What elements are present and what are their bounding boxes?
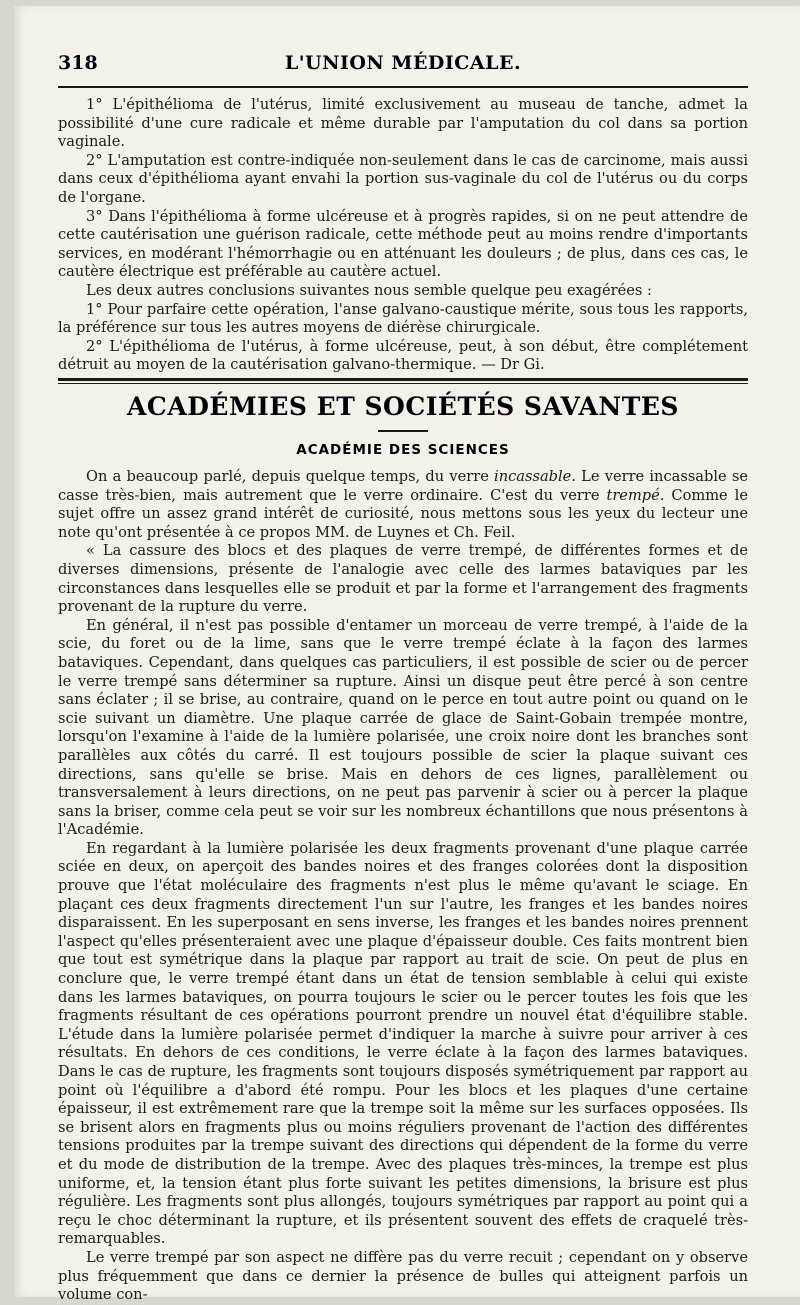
section-subtitle: ACADÉMIE DES SCIENCES (296, 442, 510, 458)
section-rule-top (58, 378, 748, 381)
header-rule (58, 86, 748, 88)
conclusion-paragraph: 1° L'épithélioma de l'utérus, limité exclusivement au museau de tanche, admet la possibilité d'une cure radicale et même durable par l'amputation du col dans sa portion vaginale. (58, 96, 748, 151)
article-paragraph (58, 468, 748, 542)
section-title: ACADÉMIES ET SOCIÉTÉS SAVANTES (127, 392, 679, 421)
review-conclusions (58, 96, 748, 375)
conclusion-paragraph: 3° Dans l'épithélioma à forme ulcéreuse et à progrès rapides, si on ne peut attendre de cette cautérisation une guérison radicale, cette méthode peut au moins rendre d'importants services, en modérant l'hémorrhagie ou en atténuant les douleurs ; de plus, dans ces cas, le cautère électrique est préférable au cautère actuel. (58, 207, 748, 281)
title-underline (378, 430, 428, 432)
article-paragraph: « La cassure des blocs et des plaques de verre trempé, de différentes formes et de diverses dimensions, présente de l'analogie avec celle des larmes bataviques par les circonstances dans lesquelles elle se produit et par la forme et l'arrangement des fragments provenant de la rupture du verre. (58, 542, 748, 616)
intro-other-conclusions: Les deux autres conclusions suivantes nous semble quelque peu exagérées : (86, 281, 652, 299)
running-head (58, 52, 748, 78)
article-paragraph: En regardant à la lumière polarisée les deux fragments provenant d'une plaque carrée sciée en deux, on aperçoit des bandes noires et des franges colorées dont la disposition prouve que l'état moléculaire des fragments n'est plus le même qu'avant le sciage. En plaçant ces deux fragments directement l'un sur l'autre, les franges et les bandes noires disparaissent. En les superposant en sens inverse, les franges et les bandes noires prennent l'aspect qu'elles présenteraient avec une plaque d'épaisseur double. Ces faits montrent bien que tout est symétrique dans la plaque par rapport au trait de scie. On peut de plus en conclure que, le verre trempé étant dans un état de tension semblable à celui qui existe dans les larmes bataviques, on pourra toujours le scier ou le percer toutes les fois que les fragments résultant de ces opérations pourront prendre un nouvel état d'équilibre stable. L'étude dans la lumière polarisée permet d'indiquer la marche à suivre pour arriver à ces résultats. En dehors de ces conditions, le verre éclate à la façon des larmes bataviques. Dans le cas de rupture, les fragments sont toujours disposés symétriquement par rapport au point où l'équilibre a d'abord été rompu. Pour les blocs et les plaques d'une certaine épaisseur, il est extrêmement rare que la trempe soit la même sur les surfaces opposées. Ils se brisent alors en fragments plus ou moins réguliers provenant de l'action des différentes tensions produites par la trempe suivant des directions qui dépendent de la forme du verre et du mode de distribution de la trempe. Avec des plaques très-minces, la trempe est plus uniforme, et, la tension étant plus forte suivant les petites dimensions, la brisure est plus régulière. Les fragments sont plus allongés, toujours symétriques par rapport au point qui a reçu le choc déterminant la rupture, et ils présentent souvent des effets de craquelé très-remarquables. (58, 839, 748, 1248)
journal-title: L'UNION MÉDICALE. (284, 52, 522, 74)
emphasis-incassable: incassable. (494, 468, 576, 485)
section-rule-bottom (58, 383, 748, 384)
text-run: On a beaucoup parlé, depuis quelque temps, du verre (86, 468, 495, 485)
text-run: Le verre incassable se casse très-bien, mais autrement que le verre ordinaire. C'est du verre (58, 468, 748, 504)
emphasis-trempe: trempé. (606, 486, 665, 504)
text-run: Comme le sujet offre un assez grand intérêt de curiosité, nous mettons sous les yeux du lecteur une note qu'ont présentée à ce propos MM. de Luynes et Ch. Feil. (58, 486, 748, 541)
conclusion-paragraph: 2° L'épithélioma de l'utérus, à forme ulcéreuse, peut, à son début, être complétement détruit au moyen de la cautérisation galvano-thermique. — Dr Gi. (58, 337, 748, 374)
article-paragraph: Le verre trempé par son aspect ne diffère pas du verre recuit ; cependant on y observe plus fréquemment que dans ce dernier la présence de bulles qui atteignent parfois un volume con- (58, 1248, 748, 1304)
article-paragraph: En général, il n'est pas possible d'entamer un morceau de verre trempé, à l'aide de la scie, du foret ou de la lime, sans que le verre trempé éclate à la façon des larmes bataviques. Cependant, dans quelques cas particuliers, il est possible de scier ou de percer le verre trempé sans déterminer sa rupture. Ainsi un disque peut être percé à son centre sans éclater ; il se brise, au contraire, quand on le perce en tout autre point ou quand on le scie suivant un diamètre. Une plaque carrée de glace de Saint-Gobain trempée montre, lorsqu'on l'examine à l'aide de la lumière polarisée, une croix noire dont les branches sont parallèles aux côtés du carré. Il est toujours possible de scier la plaque suivant ces directions, sans qu'elle se brise. Mais en dehors de ces lignes, parallèlement ou transversalement à leurs directions, on ne peut pas parvenir à scier ou à percer la plaque sans la briser, comme cela peut se voir sur les nombreux échantillons que nous présentons à l'Académie. (58, 616, 748, 839)
conclusion-paragraph: 1° Pour parfaire cette opération, l'anse galvano-caustique mérite, sous tous les rapports, la préférence sur tous les autres moyens de diérèse chirurgicale. (58, 300, 748, 337)
conclusion-paragraph: 2° L'amputation est contre-indiquée non-seulement dans le cas de carcinome, mais aussi dans ceux d'épithélioma ayant envahi la portion sus-vaginale du col de l'utérus ou du corps de l'organe. (58, 151, 748, 206)
article-body (58, 468, 748, 1305)
page-number: 318 (58, 52, 98, 74)
